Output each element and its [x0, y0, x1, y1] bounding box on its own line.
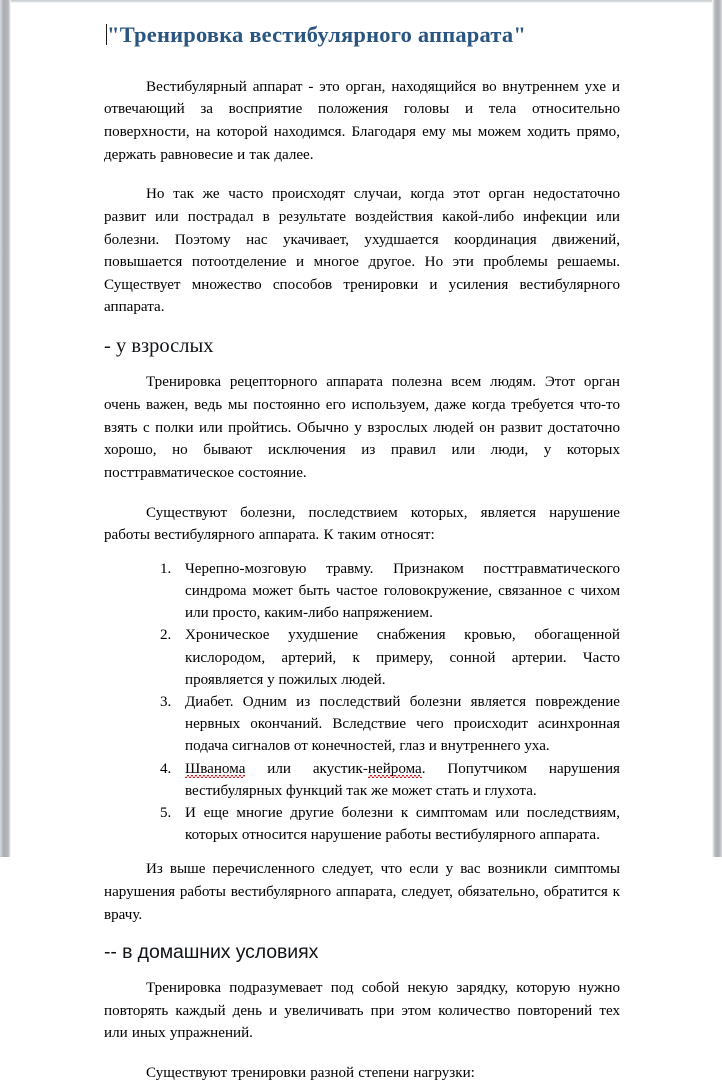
list-item-text-mixed	[185, 758, 620, 802]
list-item-text-segment: или акустик-	[245, 760, 368, 777]
spacer	[104, 846, 620, 858]
list-item[interactable]	[104, 802, 620, 846]
spacer	[104, 965, 620, 977]
spacer	[104, 926, 620, 940]
list-item-text: Диабет. Одним из последствий болезни является повреждение нервных окончаний. Вследствие чего происходит асинхронная подача сигналов от конечностей, глаз и внутреннего уха.	[185, 693, 620, 755]
page-right-edge	[712, 0, 722, 857]
home-paragraph-1[interactable]: Тренировка подразумевает под собой некую зарядку, которую нужно повторять каждый день и увеличивать при этом количество повторений тех или иных упражнений.	[104, 980, 620, 1042]
section-heading-home[interactable]: -- в домашних условиях	[104, 941, 319, 964]
document-title-text: "Тренировка вестибулярного аппарата"	[107, 22, 527, 47]
document-title[interactable]	[104, 20, 620, 50]
list-item-text: И еще многие другие болезни к симптомам или последствиям, которых относится нарушение работы вестибулярного аппарата.	[185, 804, 620, 844]
list-item[interactable]	[104, 758, 620, 802]
adults-paragraph-2[interactable]: Существуют болезни, последствием которых, является нарушение работы вестибулярного аппарата. К таким относят:	[104, 504, 620, 544]
intro-paragraph-2[interactable]: Но так же часто происходят случаи, когда этот орган недостаточно развит или пострадал в результате воздействия какой-либо инфекции или болезни. Поэтому нас укачивает, ухудшается координация движений, повышается потоотделение и многое другое. Но эти проблемы решаемы. Существует множество способов тренировки и усиления вестибулярного аппарата.	[104, 186, 620, 316]
spacer	[104, 319, 620, 333]
section-heading-adults[interactable]: - у взрослых	[104, 335, 214, 358]
adults-paragraph-1[interactable]: Тренировка рецепторного аппарата полезна всем людям. Этот орган очень важен, ведь мы постоянно его используем, даже когда требуется что-то взять с полки или пройтись. Обычно у взрослых людей он развит достаточно хорошо, но бывают исключения из правил или люди, у которых посттравматическое состояние.	[104, 374, 620, 481]
adults-paragraph-3[interactable]: Из выше перечисленного следует, что если у вас возникли симптомы нарушения работы вестибулярного аппарата, следует, обязательно, обратится к врачу.	[104, 861, 620, 923]
document-text-column[interactable]	[104, 20, 620, 1085]
list-item[interactable]	[104, 624, 620, 691]
list-item[interactable]	[104, 691, 620, 758]
spacer	[104, 50, 620, 76]
page-left-edge	[0, 0, 11, 857]
intro-paragraph-1[interactable]: Вестибулярный аппарат - это орган, находящийся во внутреннем ухе и отвечающий за восприятие положения головы и тела относительно поверхности, на которой находимся. Благодаря ему мы можем ходить прямо, держать равновесие и так далее.	[104, 78, 620, 163]
misspelled-word[interactable]: нейрома	[367, 760, 422, 777]
spacer	[104, 359, 620, 371]
page-top-edge	[11, 0, 712, 3]
list-item-text: Черепно-мозговую травму. Признаком посттравматического синдрома может быть частое головокружение, связанное с чихом или просто, каким-либо напряжением.	[185, 560, 620, 622]
misspelled-word[interactable]: Шваномa	[185, 760, 246, 777]
spacer	[104, 166, 620, 183]
list-item[interactable]	[104, 558, 620, 625]
disease-causes-list[interactable]	[104, 558, 620, 846]
list-item-text: Хроническое ухудшение снабжения кровью, обогащенной кислородом, артерий, к примеру, сонной артерии. Часто проявляется у пожилых людей.	[185, 627, 620, 688]
home-paragraph-2[interactable]: Существуют тренировки разной степени нагрузки:	[146, 1065, 475, 1082]
spacer	[104, 1045, 620, 1062]
spacer	[104, 485, 620, 502]
list-item-text-segment: . Попутчиком нарушения вестибулярных функций так же может стать и глухота.	[185, 760, 620, 799]
spacer	[104, 547, 620, 558]
